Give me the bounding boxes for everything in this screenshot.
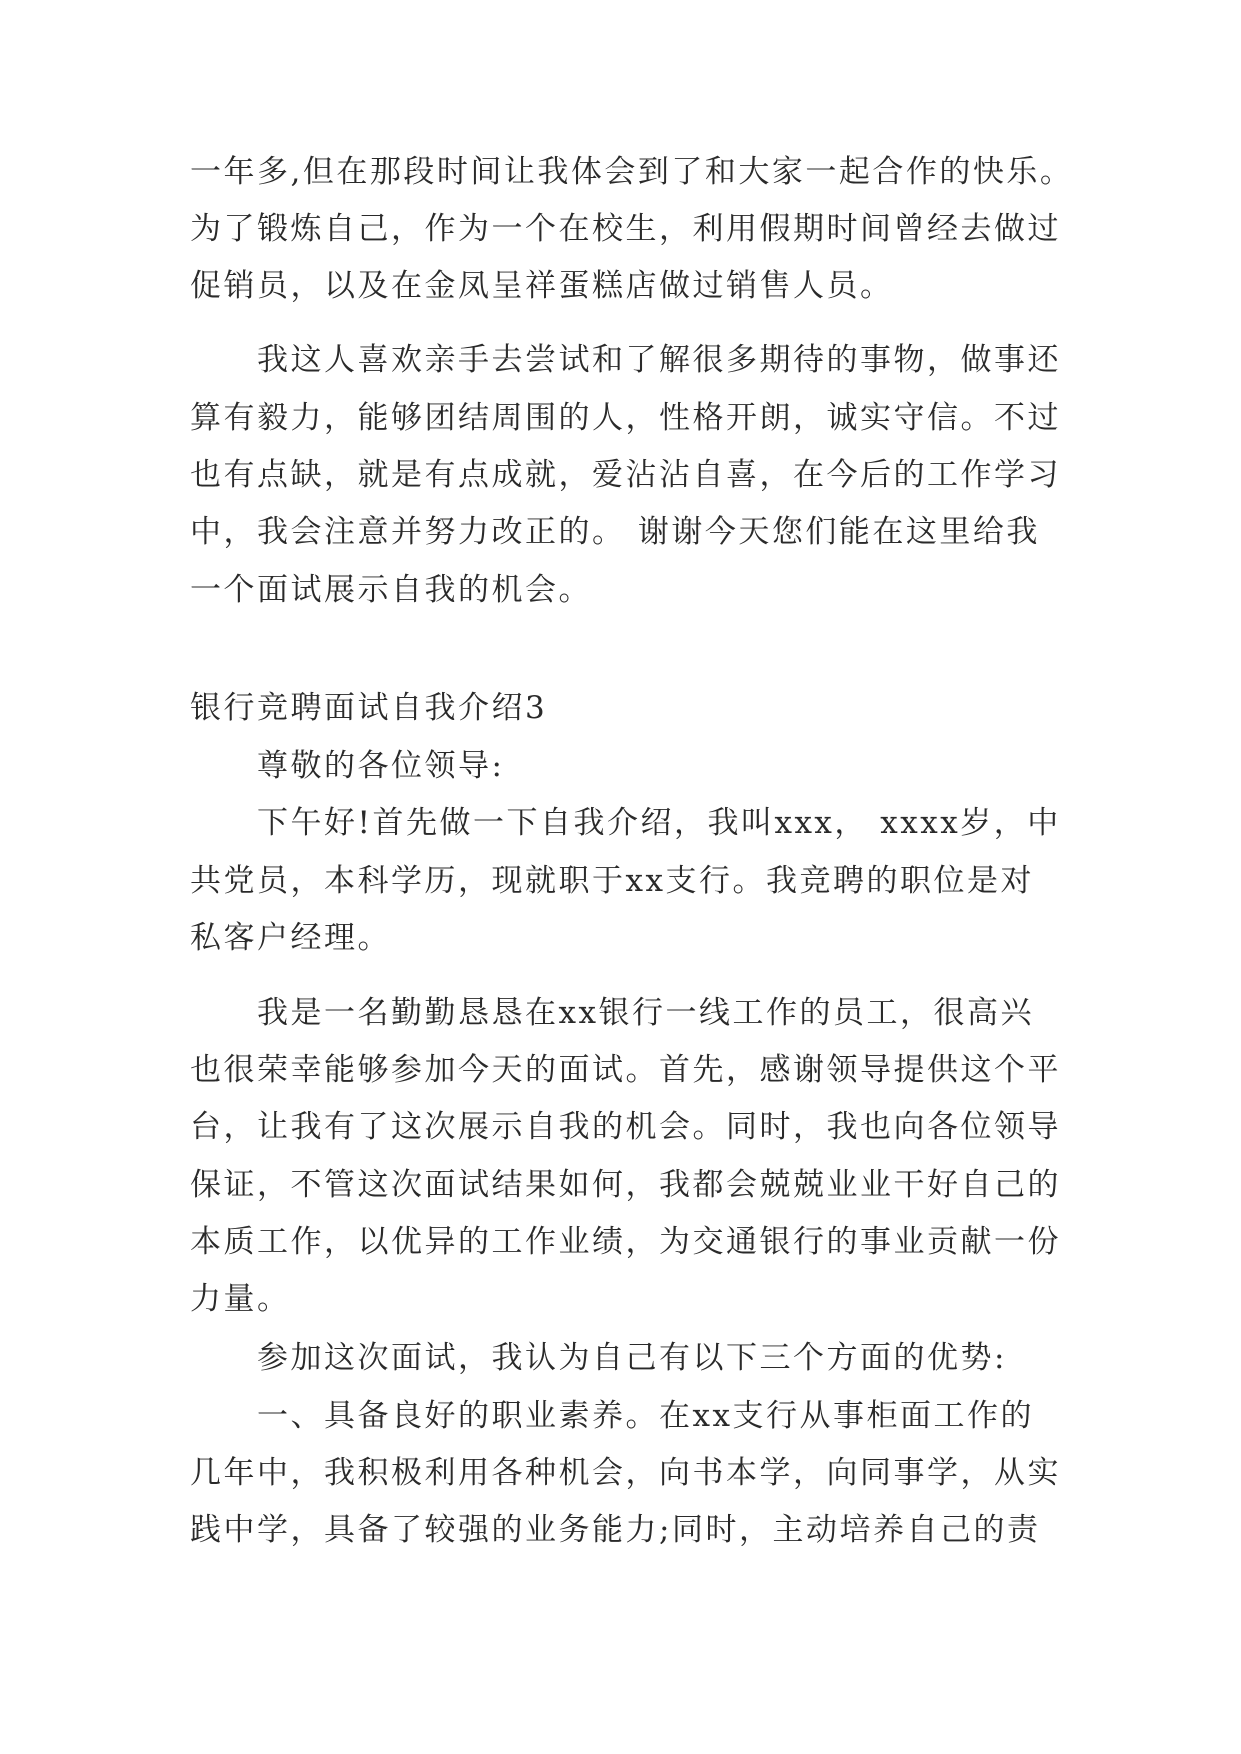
text-line: 为了锻炼自己，作为一个在校生，利用假期时间曾经去做过: [190, 211, 1061, 247]
salutation-line: 尊敬的各位领导:: [257, 748, 505, 784]
text-line: 也有点缺，就是有点成就，爱沾沾自喜，在今后的工作学习: [190, 457, 1061, 493]
text-line: 促销员，以及在金凤呈祥蛋糕店做过销售人员。: [190, 268, 894, 304]
text-line: 力量。: [190, 1281, 291, 1317]
text-line: 本质工作，以优异的工作业绩，为交通银行的事业贡献一份: [190, 1224, 1061, 1260]
paragraph-start-line: 参加这次面试，我认为自己有以下三个方面的优势:: [257, 1340, 1007, 1376]
paragraph-start-line: 一、具备良好的职业素养。在xx支行从事柜面工作的: [257, 1398, 1034, 1434]
text-line: 台，让我有了这次展示自我的机会。同时，我也向各位领导: [190, 1109, 1061, 1145]
text-line: 也很荣幸能够参加今天的面试。首先，感谢领导提供这个平: [190, 1052, 1061, 1088]
paragraph-start-line: 我是一名勤勤恳恳在xx银行一线工作的员工，很高兴: [257, 995, 1034, 1031]
text-line: 算有毅力，能够团结周围的人，性格开朗，诚实守信。不过: [190, 400, 1061, 436]
paragraph-start-line: 下午好!首先做一下自我介绍，我叫xxx， xxxx岁，中: [257, 805, 1061, 841]
text-line: 保证，不管这次面试结果如何，我都会兢兢业业干好自己的: [190, 1167, 1061, 1203]
section-heading: 银行竞聘面试自我介绍3: [190, 690, 548, 726]
text-line: 一个面试展示自我的机会。: [190, 572, 592, 608]
text-line: 共党员，本科学历，现就职于xx支行。我竞聘的职位是对: [190, 863, 1034, 899]
text-line: 一年多,但在那段时间让我体会到了和大家一起合作的快乐。: [190, 154, 1074, 190]
paragraph-start-line: 我这人喜欢亲手去尝试和了解很多期待的事物，做事还: [257, 342, 1061, 378]
text-line: 中，我会注意并努力改正的。 谢谢今天您们能在这里给我: [190, 514, 1040, 550]
text-line: 践中学，具备了较强的业务能力;同时，主动培养自己的责: [190, 1512, 1041, 1548]
text-line: 私客户经理。: [190, 920, 391, 956]
text-line: 几年中，我积极利用各种机会，向书本学，向同事学，从实: [190, 1455, 1061, 1491]
